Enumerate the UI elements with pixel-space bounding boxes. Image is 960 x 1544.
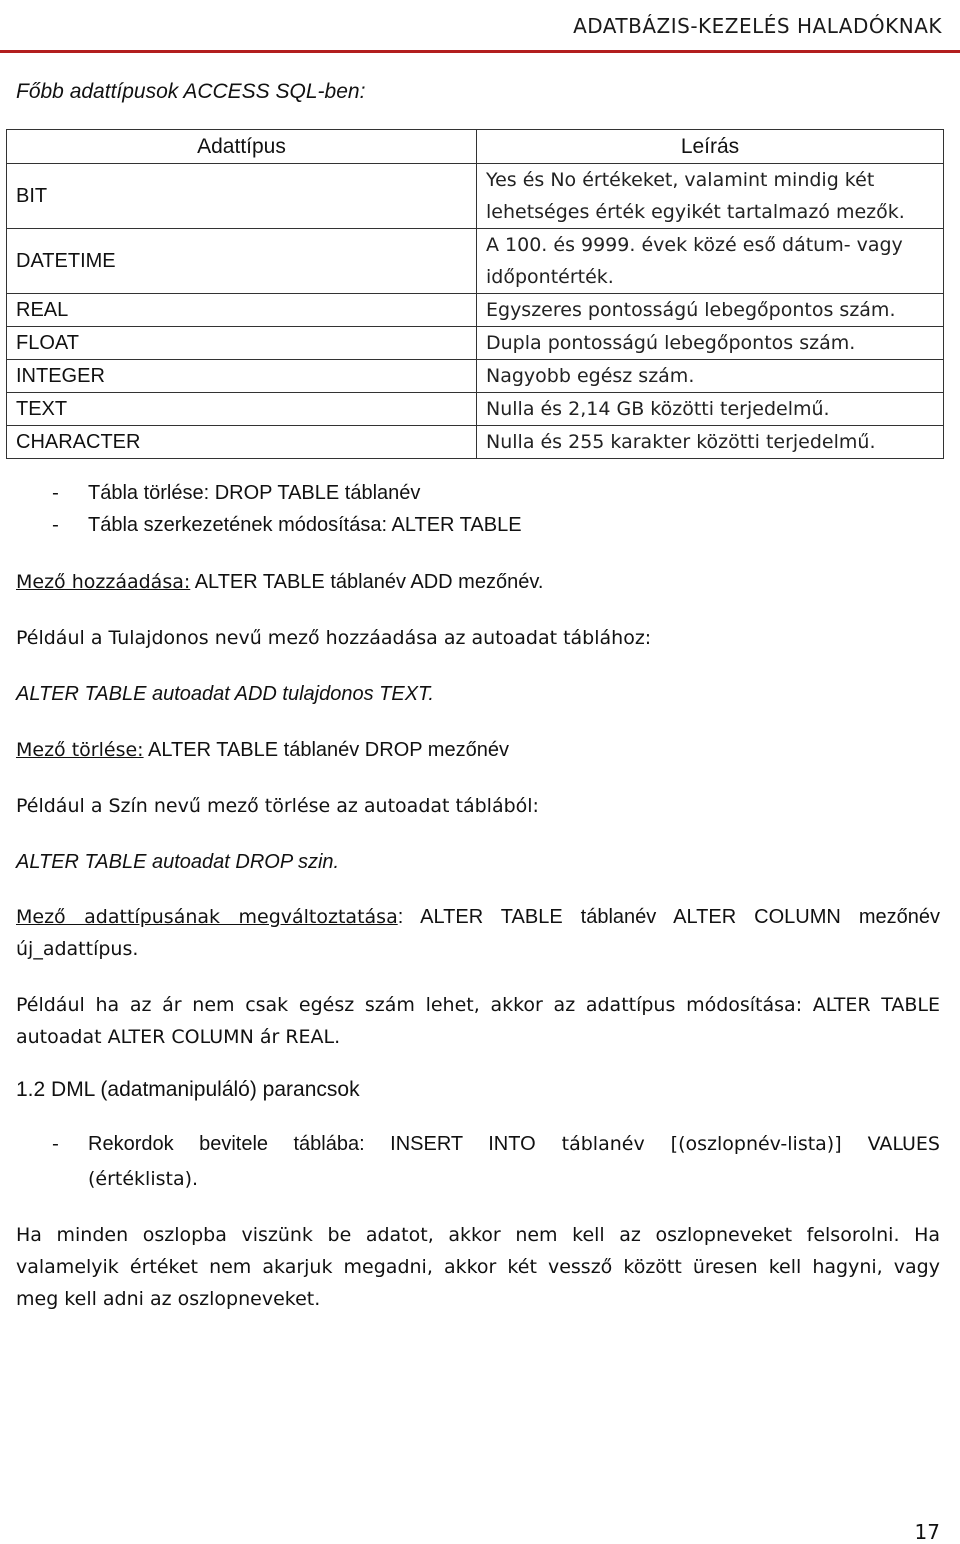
final-paragraph-line3: meg kell adni az oszlopneveket. — [16, 1288, 321, 1310]
drop-field-code: ALTER TABLE autoadat DROP szin. — [16, 851, 340, 873]
description-cell: Nulla és 2,14 GB közötti terjedelmű. — [477, 393, 944, 426]
description-cell: Egyszeres pontosságú lebegőpontos szám. — [477, 294, 944, 327]
final-paragraph-line1: Ha minden oszlopba viszünk be adatot, akkor nem kell az oszlopneveket felsorolni. Ha — [16, 1224, 940, 1246]
section-heading: Főbb adattípusok ACCESS SQL-ben: — [16, 80, 366, 103]
drop-field-text: ALTER TABLE táblanév DROP mezőnév — [143, 739, 509, 761]
table-row — [7, 393, 944, 426]
insert-line2: (értéklista). — [88, 1168, 199, 1190]
type-cell: CHARACTER — [7, 426, 477, 459]
alter-example-line2: autoadat ALTER COLUMN ár REAL. — [16, 1026, 341, 1048]
alter-table-label: Tábla szerkezetének módosítása: ALTER TABLE — [88, 514, 522, 536]
header-title: ADATBÁZIS-KEZELÉS HALADÓKNAK — [573, 14, 942, 38]
type-cell: TEXT — [7, 393, 477, 426]
add-field-example: Például a Tulajdonos nevű mező hozzáadása az autoadat táblához: — [16, 627, 652, 649]
final-paragraph-line2: valamelyik értéket nem akarjuk megadni, akkor két vessző között üresen kell hagyni, vagy — [16, 1256, 940, 1278]
table-row — [7, 294, 944, 327]
table-row — [7, 164, 944, 229]
type-cell: DATETIME — [7, 229, 477, 294]
page-header — [0, 0, 960, 56]
alter-example-line1: Például ha az ár nem csak egész szám lehet, akkor az adattípus módosítása: ALTER TABLE — [16, 994, 940, 1016]
type-cell: REAL — [7, 294, 477, 327]
description-cell: Nulla és 255 karakter közötti terjedelmű. — [477, 426, 944, 459]
drop-field-label: Mező törlése: — [16, 739, 144, 761]
data-types-table — [6, 129, 944, 459]
table-row — [7, 360, 944, 393]
alter-type-label: Mező adattípusának megváltoztatása — [16, 906, 398, 928]
bullet-dash: - — [52, 482, 59, 504]
table-header-row — [7, 130, 944, 164]
description-cell: Nagyobb egész szám. — [477, 360, 944, 393]
add-field-label: Mező hozzáadása: — [16, 571, 191, 593]
type-cell: INTEGER — [7, 360, 477, 393]
header-divider — [0, 50, 960, 53]
description-cell: Dupla pontosságú lebegőpontos szám. — [477, 327, 944, 360]
description-cell: Yes és No értékeket, valamint mindig két lehetséges érték egyikét tartalmazó mezők. — [477, 164, 944, 229]
drop-field-paragraph — [16, 734, 940, 766]
add-field-text: ALTER TABLE táblanév ADD mezőnév. — [190, 571, 544, 593]
drop-table-label: Tábla törlése: DROP TABLE — [88, 482, 340, 504]
insert-rest: táblanév [(oszlopnév-lista)] VALUES — [535, 1133, 940, 1155]
drop-field-example: Például a Szín nevű mező törlése az autoadat táblából: — [16, 795, 539, 817]
alter-type-paragraph-line1 — [16, 901, 940, 933]
add-field-paragraph — [16, 566, 940, 598]
table-row — [7, 426, 944, 459]
insert-label: Rekordok bevitele táblába: INSERT INTO — [88, 1133, 536, 1155]
alter-type-text: : ALTER TABLE táblanév ALTER COLUMN mezőnév — [397, 906, 940, 928]
column-header-description: Leírás — [477, 130, 944, 164]
type-cell: FLOAT — [7, 327, 477, 360]
table-row — [7, 327, 944, 360]
description-cell: A 100. és 9999. évek közé eső dátum- vagy időpontérték. — [477, 229, 944, 294]
bullet-dash: - — [52, 514, 59, 536]
page-number: 17 — [914, 1520, 940, 1544]
add-field-code: ALTER TABLE autoadat ADD tulajdonos TEXT. — [16, 683, 434, 705]
section-title-dml: 1.2 DML (adatmanipuláló) parancsok — [16, 1078, 360, 1101]
column-header-type: Adattípus — [7, 130, 477, 164]
table-row — [7, 229, 944, 294]
bullet-dash: - — [52, 1133, 59, 1155]
alter-type-paragraph-line2: új_adattípus. — [16, 938, 139, 960]
drop-table-rest: táblanév — [339, 482, 421, 504]
type-cell: BIT — [7, 164, 477, 229]
